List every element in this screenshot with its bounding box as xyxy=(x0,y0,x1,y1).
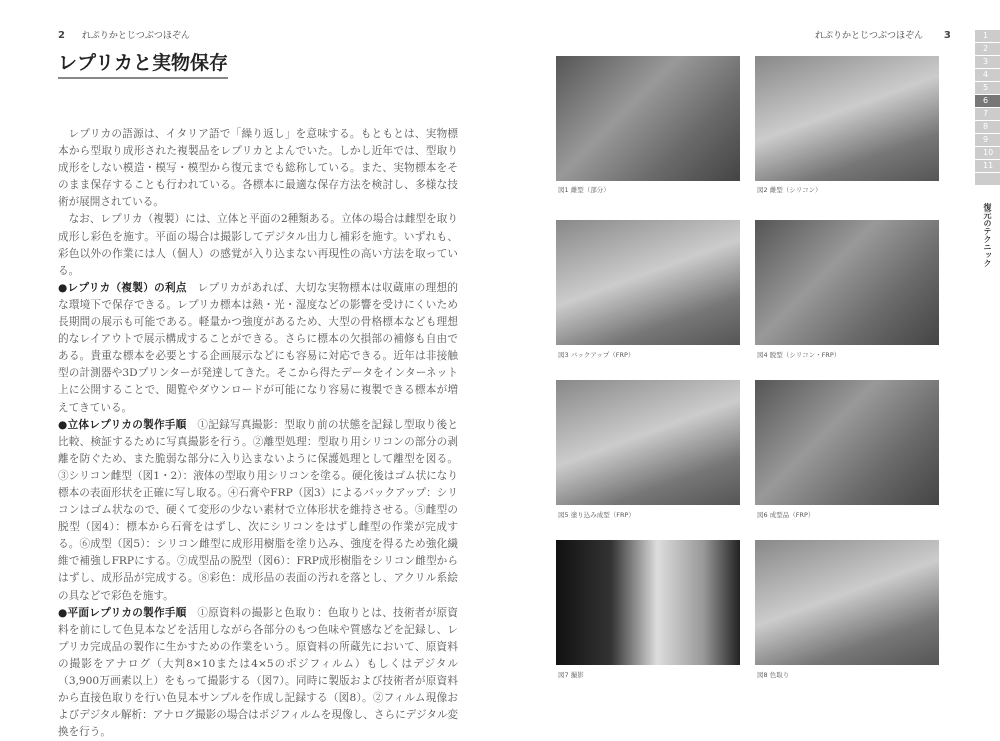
figure-2-photo xyxy=(755,56,939,181)
running-head: れぷりかとじつぶつほぞん xyxy=(81,31,190,41)
figure-caption: 図8 色取り xyxy=(757,671,790,679)
right-header xyxy=(815,28,951,41)
section-label: 復元のテクニック xyxy=(983,203,992,267)
chapter-tab: 2 xyxy=(975,43,1000,55)
chapter-tab: 9 xyxy=(975,134,1000,146)
paragraph-heading: ●立体レプリカの製作手順 xyxy=(58,418,187,431)
paragraph xyxy=(58,211,458,279)
figure-caption: 図4 脱型（シリコン・FRP） xyxy=(757,351,841,359)
paragraph-text: ①記録写真撮影：型取り前の状態を記録し型取り後と比較、検証するために写真撮影を行う。②離型処理：型取り用シリコンの部分の剥離を防ぐため、また脆弱な部分に入り込まないように保護処理として離型を図る。③シリコン雌型（図1・2）：液体の型取り用シリコンを塗る。硬化後はゴム状になり標本の表面形状を正確に写し取る。④石膏やFRP（図3）によるバックアップ：シリコンはゴム状なので、硬くて変形の少ない素材で立体形状を維持させる。⑤雌型の脱型（図4）：標本から石膏をはずし、次にシリコンをはずし雌型の作業が完成する。⑥成型（図5）：シリコン雌型に成形用樹脂を塗り込み、強度を得るため強化繊維で補強しFRPにする。⑦成型品の脱型（図6）：FRP成形樹脂をシリコン雌型からはずし、成形品が完成する。⑧彩色：成形品の表面の汚れを落とし、アクリル系絵の具などで彩色を施す。 xyxy=(58,418,458,602)
figure-caption: 図5 塗り込み成型（FRP） xyxy=(558,511,635,519)
chapter-tab: 5 xyxy=(975,82,1000,94)
page-number: 3 xyxy=(943,30,951,41)
paragraph xyxy=(58,280,458,417)
chapter-tab xyxy=(975,173,1000,185)
figure-caption: 図2 雌型（シリコン） xyxy=(757,186,822,194)
page-number: 2 xyxy=(58,30,65,41)
paragraph xyxy=(58,605,458,741)
figure-6-photo xyxy=(755,380,939,505)
paragraph xyxy=(58,417,458,605)
page-title: レプリカと実物保存 xyxy=(58,48,228,79)
left-header xyxy=(58,28,190,41)
paragraph-heading: ●平面レプリカの製作手順 xyxy=(58,606,187,619)
figure-1-photo xyxy=(556,56,740,181)
chapter-tab: 11 xyxy=(975,160,1000,172)
figure-caption: 図7 撮影 xyxy=(558,671,584,679)
paragraph-text: なお、レプリカ（複製）には、立体と平面の2種類ある。立体の場合は雌型を取り成形し彩色を施す。平面の場合は撮影してデジタル出力し補彩を施す。いずれも、彩色以外の作業には人（個人）の感覚が入り込まない再現性の高い方法を取っている。 xyxy=(58,213,458,277)
chapter-tab: 1 xyxy=(975,30,1000,42)
chapter-tab: 3 xyxy=(975,56,1000,68)
paragraph-text: レプリカの語源は、イタリア語で「繰り返し」を意味する。もともとは、実物標本から型取り成形された複製品をレプリカとよんでいた。しかし近年では、型取り成形をしない模造・模写・模型から復元までも総称している。また、実物標本をそのまま保存することも行われている。各標本に最適な保存方法を検討し、多様な技術が展開されている。 xyxy=(58,128,458,209)
chapter-tab: 6 xyxy=(975,95,1000,107)
figure-caption: 図1 雌型（部分） xyxy=(558,186,610,194)
running-head: れぷりかとじつぶつほぞん xyxy=(815,31,924,41)
chapter-tab: 10 xyxy=(975,147,1000,159)
paragraph-text: レプリカがあれば、大切な実物標本は収蔵庫の理想的な環境下で保存できる。レプリカ標本は熱・光・湿度などの影響を受けにくいため長期間の展示も可能である。軽量かつ強度があるため、大型の骨格標本なども理想的なレイアウトで展示構成することができる。さらに標本の欠損部の補修も自由である。貴重な標本を必要とする企画展示などにも容易に対応できる。近年は非接触型の計測器や3Dプリンターが発達してきた。そこから得たデータをインターネット上に公開することで、閲覧やダウンロードが可能になり容易に複製できる標本が増えてきている。 xyxy=(58,281,459,414)
figure-5-photo xyxy=(556,380,740,505)
figure-8-photo xyxy=(755,540,939,665)
figure-7-photo xyxy=(556,540,740,665)
paragraph xyxy=(58,126,458,211)
chapter-tabs xyxy=(975,30,1000,186)
paragraph-text: ①原資料の撮影と色取り：色取りとは、技術者が原資料を前にして色見本などを活用しながら各部分のもつ色味や質感などを記録し、レプリカ完成品の製作に生かすための作業をいう。原資料の所蔵先において、原資料の撮影をアナログ（大判8×10または4×5のポジフィルム）もしくはデジタル（3,900万画素以上）をもって撮影する（図7）。同時に製版および技術者が原資料から直接色取りを行い色見本サンプルを作成し記録する（図8）。②フィルム現像およびデジタル解析：アナログ撮影の場合はポジフィルムを現像し、さらにデジタル変換を行う。 xyxy=(58,606,459,739)
chapter-tab: 7 xyxy=(975,108,1000,120)
figure-caption: 図3 バックアップ（FRP） xyxy=(558,351,635,359)
body-text xyxy=(58,126,458,741)
chapter-tab: 4 xyxy=(975,69,1000,81)
paragraph-heading: ●レプリカ（複製）の利点 xyxy=(58,281,187,294)
figure-caption: 図6 成型品（FRP） xyxy=(757,511,815,519)
figure-3-photo xyxy=(556,220,740,345)
chapter-tab: 8 xyxy=(975,121,1000,133)
figure-4-photo xyxy=(755,220,939,345)
